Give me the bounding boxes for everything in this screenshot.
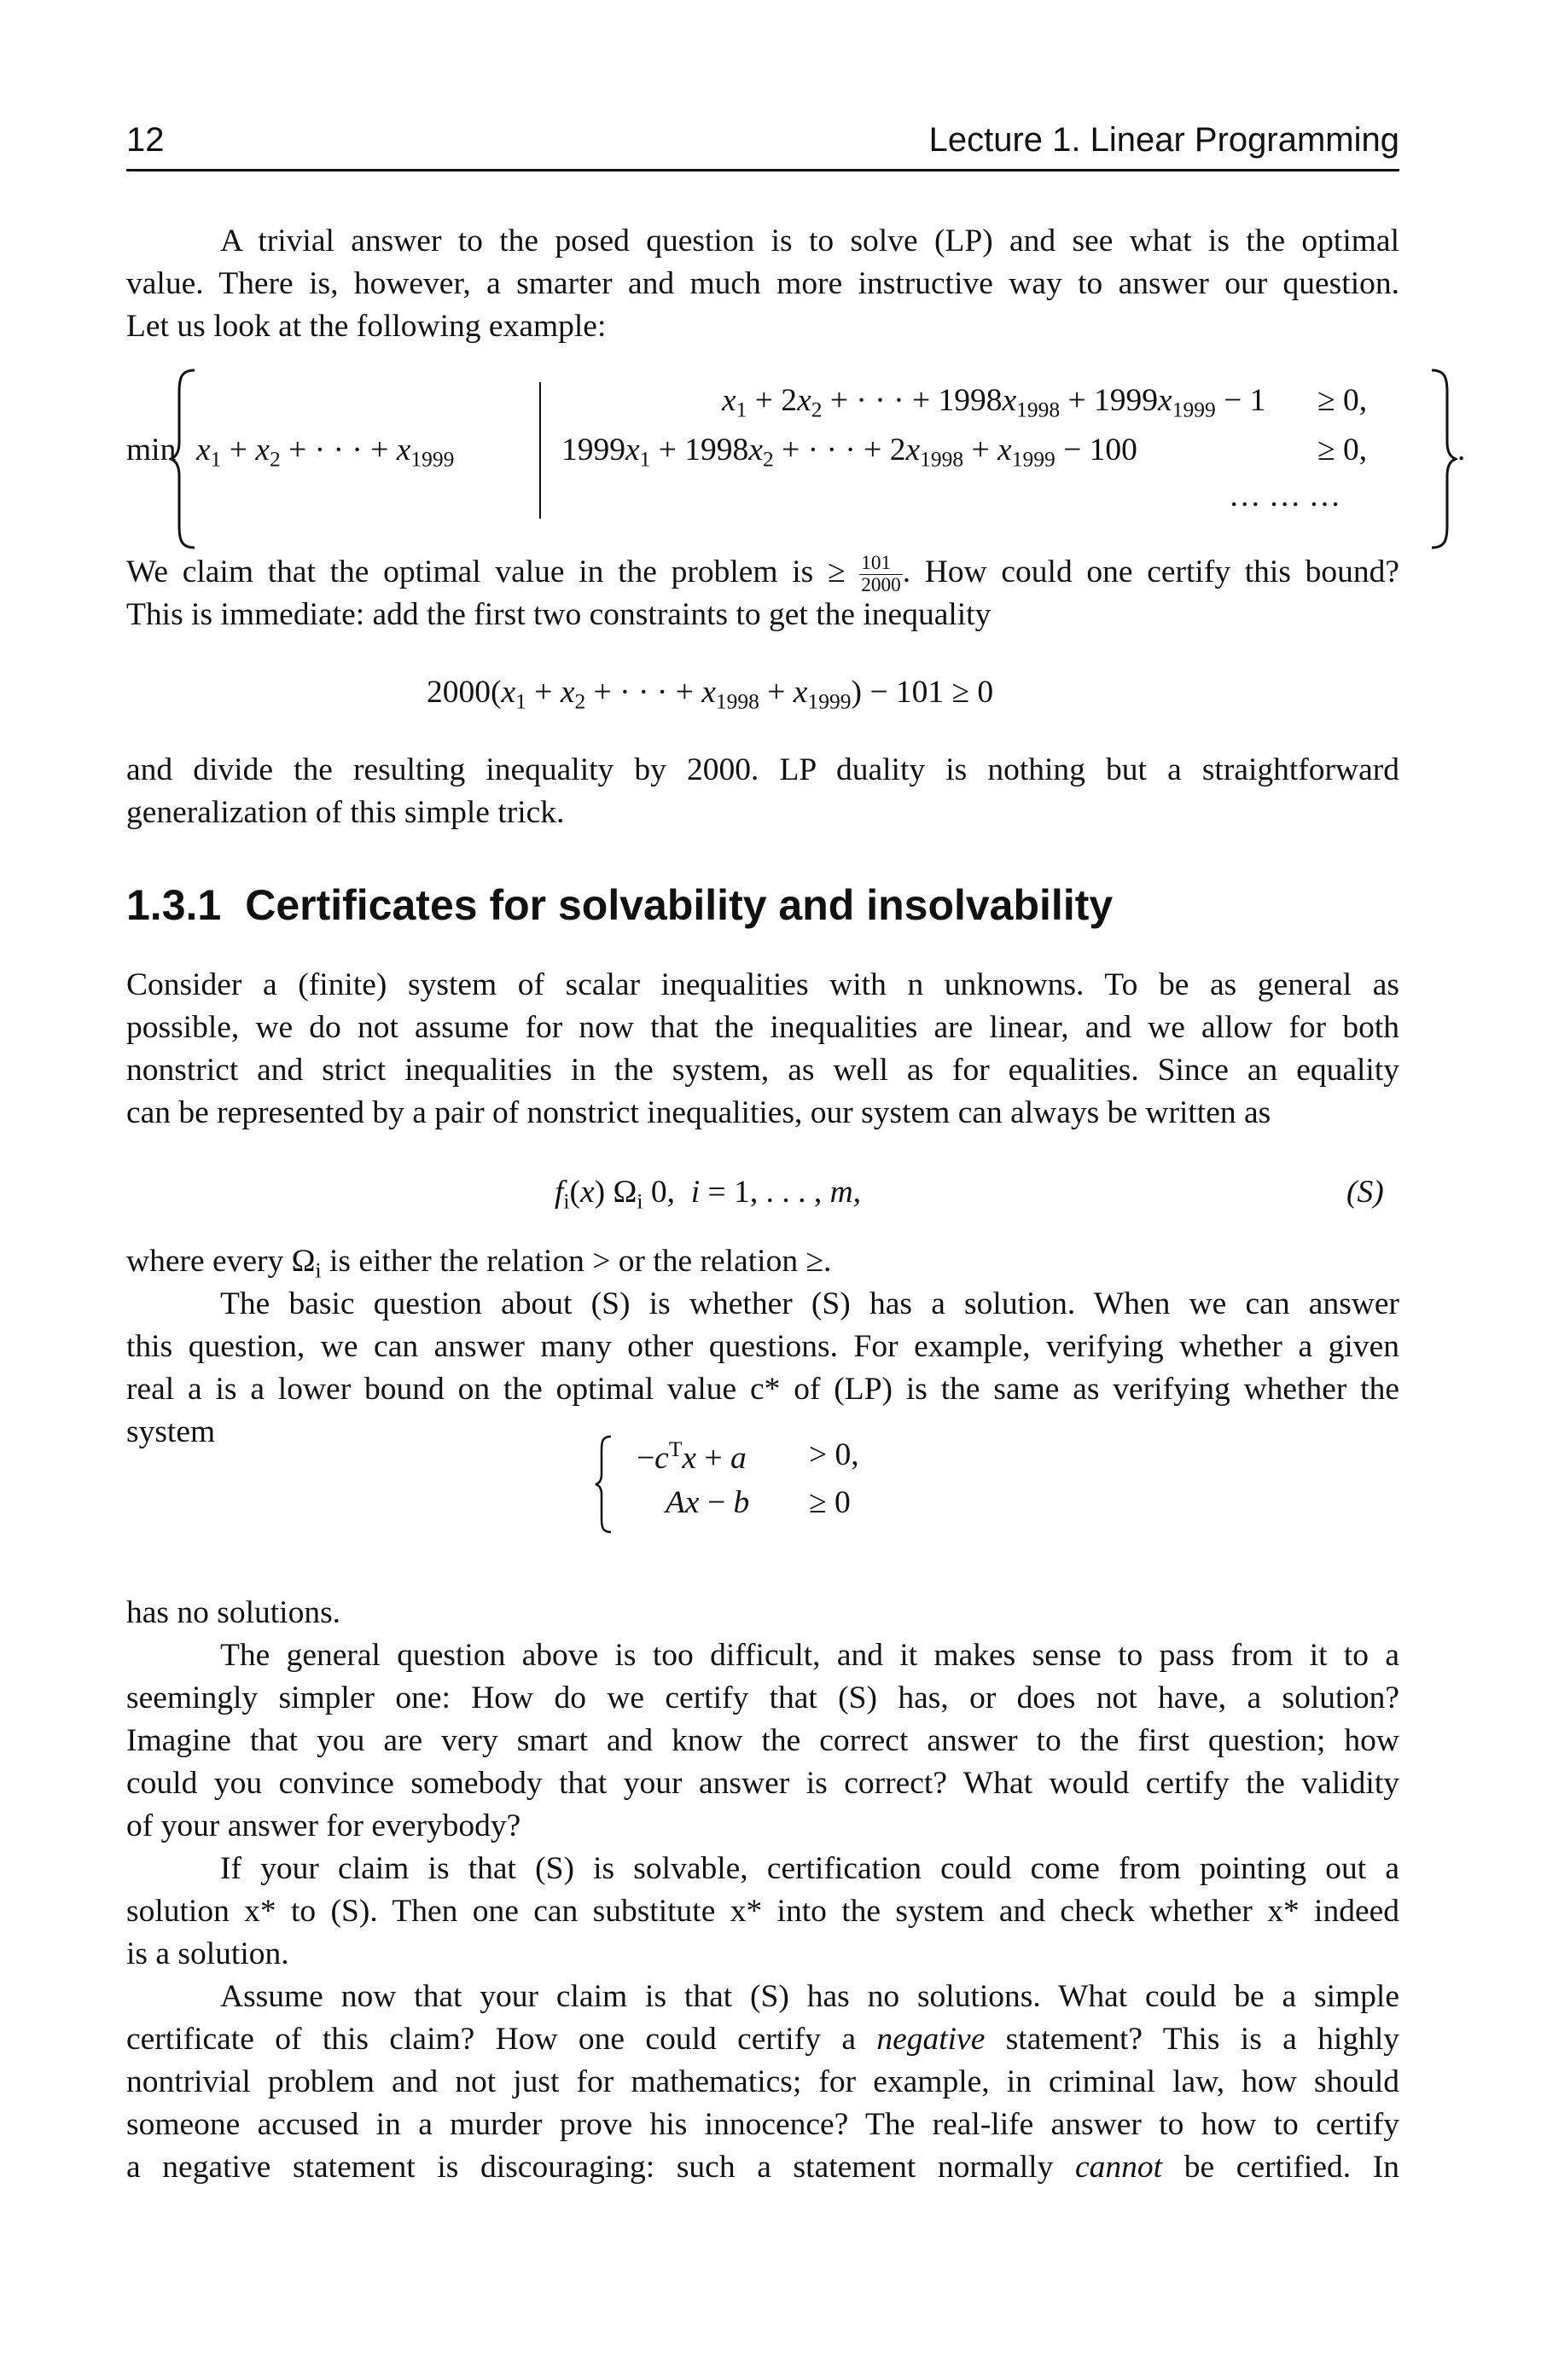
text-line: Let us look at the following example: — [126, 309, 607, 344]
text-line: seemingly simpler one: How do we certify that (S) has, or does not have, a solution? — [126, 1681, 1399, 1715]
paragraph-solvable — [126, 1848, 1399, 1976]
text-line: value. There is, however, a smarter and much more instructive way to answer our question. — [126, 266, 1399, 301]
system-2 — [594, 1433, 952, 1535]
where-text: where every Ω — [126, 1244, 316, 1279]
text-line: solution x* to (S). Then one can substitute x* into the system and check whether x* indeed — [126, 1894, 1399, 1929]
text-line: This is immediate: add the first two constraints to get the inequality — [126, 597, 991, 632]
separator-bar — [539, 382, 541, 519]
paragraph-basic-question — [126, 1283, 1399, 1454]
left-brace-icon — [169, 367, 198, 551]
constraint-1-rhs: ≥ 0, — [1317, 383, 1368, 418]
lp-example — [126, 355, 1466, 565]
text-line: The basic question about (S) is whether (S) has a solution. When we can answer — [220, 1286, 1399, 1321]
constraint-dots: … … … — [1229, 479, 1341, 514]
text-line: system — [126, 1414, 216, 1449]
right-brace-icon — [1428, 367, 1457, 551]
text-segment: a negative statement is discouraging: such a statement normally — [126, 2150, 1075, 2185]
emphasis: negative — [876, 2022, 986, 2057]
fraction-numerator: 101 — [859, 553, 903, 574]
text-segment: be certified. In — [1162, 2150, 1400, 2185]
section-number: 1.3.1 — [126, 881, 222, 929]
text-line — [126, 2146, 1399, 2189]
text-line: has no solutions. — [126, 1595, 341, 1630]
claim-paragraph — [126, 551, 1399, 636]
paragraph-no-solutions — [126, 1976, 1399, 2189]
system-2-row-2-rhs: ≥ 0 — [809, 1485, 851, 1520]
text-line: possible, we do not assume for now that the inequalities are linear, and we allow for both — [126, 1010, 1399, 1045]
objective: $x_1 + x_2$ + · · · + $x_{1999}$ — [196, 432, 455, 472]
header-rule — [126, 169, 1399, 171]
after-inequality-paragraph — [126, 749, 1399, 834]
text-line: Imagine that you are very smart and know the correct answer to the first question; how — [126, 1723, 1399, 1758]
system-2-row-1: $-c^Tx + a$ — [637, 1437, 747, 1477]
text-line: is a solution. — [126, 1936, 289, 1971]
text-line: can be represented by a pair of nonstrict inequalities, our system can always be written as — [126, 1095, 1271, 1130]
constraint-1: $x_1 + 2x_2$ + · · · + $1998x_{1998} + 1999x_{1999} - 1$ — [722, 383, 1266, 422]
text-line: The general question above is too difficult, and it makes sense to pass from it to a — [220, 1638, 1399, 1673]
sum-inequality: $2000(x_1 + x_2$ + · · · + $x_{1998} + x_{1999}) - 101 \ge 0$ — [427, 675, 994, 714]
text-line: where every $\Omega_i$ is either the relation > or the relation ≥. — [126, 1244, 832, 1283]
text-line: generalization of this simple trick. — [126, 795, 565, 830]
text-line: and divide the resulting inequality by 2000. LP duality is nothing but a straightforward — [126, 752, 1399, 787]
section-title: Certificates for solvability and insolvability — [245, 881, 1114, 929]
text-line: A trivial answer to the posed question is to solve (LP) and see what is the optimal — [220, 223, 1399, 258]
constraint-2-rhs: ≥ 0, — [1317, 432, 1368, 467]
text-line: someone accused in a murder prove his innocence? The real-life answer to how to certify — [126, 2107, 1399, 2142]
period: . — [1457, 432, 1466, 467]
text-line: of your answer for everybody? — [126, 1808, 521, 1843]
min-label: min — [126, 432, 177, 467]
where-line — [126, 1240, 1399, 1283]
running-header — [126, 121, 1399, 169]
intro-paragraph — [126, 220, 1399, 348]
text-line: Assume now that your claim is that (S) has no solutions. What could be a simple — [220, 1979, 1399, 2014]
paragraph-system — [126, 964, 1399, 1135]
where-text: is either the relation > or the relation ≥. — [321, 1244, 832, 1279]
constraint-2: $1999x_1 + 1998x_2$ + · · · + $2x_{1998} + x_{1999} - 100$ — [561, 432, 1137, 472]
paragraph-general-question — [126, 1634, 1399, 1848]
no-solutions-line — [126, 1592, 1399, 1634]
running-title: Lecture 1. Linear Programming — [928, 121, 1399, 159]
text-line: Consider a (finite) system of scalar inequalities with n unknowns. To be as general as — [126, 967, 1399, 1002]
text-line: real a is a lower bound on the optimal value c* of (LP) is the same as verifying whether the — [126, 1372, 1399, 1407]
system-2-row-1-rhs: > 0, — [809, 1437, 859, 1472]
claim-text: . How could one certify this bound? — [902, 554, 1400, 589]
text-line: nonstrict and strict inequalities in the system, as well as for equalities. Since an equality — [126, 1053, 1399, 1088]
system-label: (S) — [1346, 1175, 1384, 1210]
system-2-row-2: Ax − b — [666, 1485, 750, 1520]
text-line: this question, we can answer many other questions. For example, verifying whether a given — [126, 1329, 1399, 1364]
text-line — [126, 2018, 1399, 2061]
claim-text: We claim that the optimal value in the problem is ≥ — [126, 554, 846, 589]
emphasis: cannot — [1075, 2150, 1163, 2185]
text-line — [126, 551, 1399, 594]
fraction — [859, 553, 903, 595]
text-line: could you convince somebody that your answer is correct? What would certify the validity — [126, 1766, 1399, 1801]
section-heading — [126, 880, 1113, 930]
left-brace-icon — [594, 1435, 614, 1534]
text-line: If your claim is that (S) is solvable, certification could come from pointing out a — [220, 1851, 1399, 1886]
fraction-denominator: 2000 — [861, 573, 901, 596]
text-line: nontrivial problem and not just for mathematics; for example, in criminal law, how should — [126, 2064, 1399, 2099]
system-s: $f_i(x)$ $\Omega_i$ 0, i = 1, . . . , m, — [555, 1175, 862, 1214]
page-number: 12 — [126, 121, 165, 159]
text-segment: certificate of this claim? How one could certify a — [126, 2022, 877, 2057]
text-segment: statement? This is a highly — [985, 2022, 1399, 2057]
